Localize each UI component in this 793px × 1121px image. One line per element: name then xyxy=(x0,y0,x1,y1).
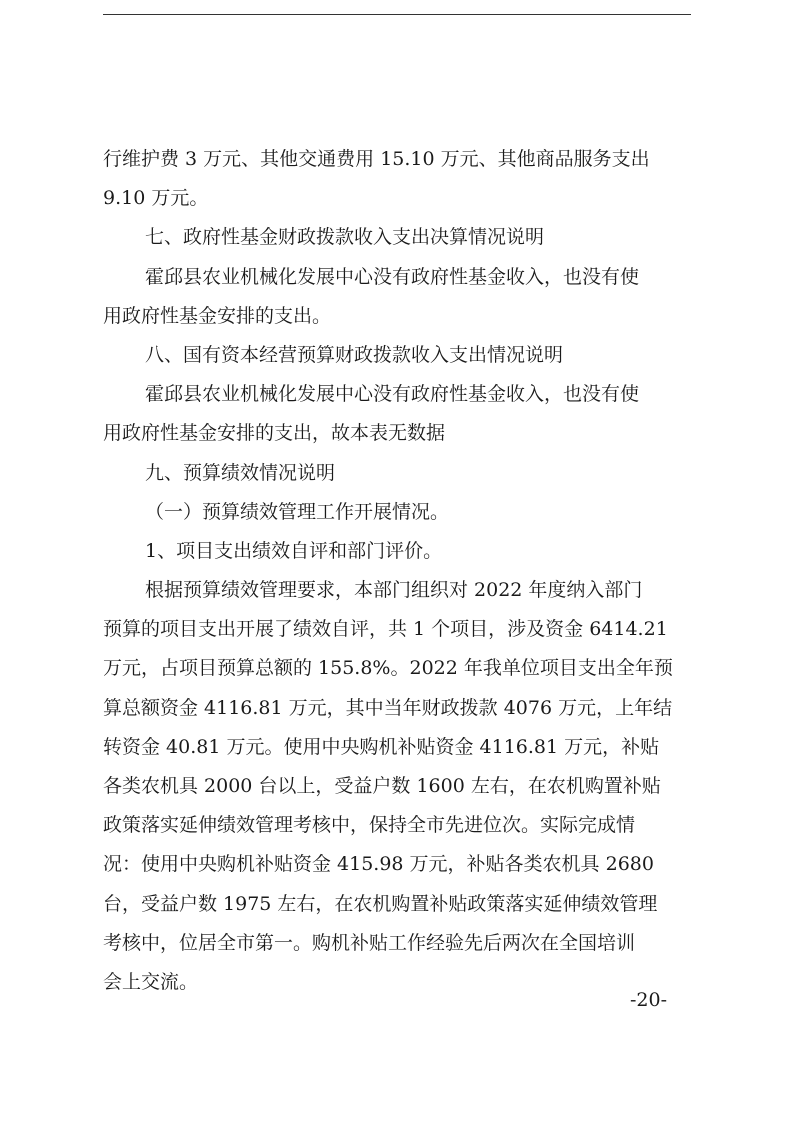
text-line: 9.10 万元。 xyxy=(103,187,209,210)
text-line: 算总额资金 4116.81 万元，其中当年财政拨款 4076 万元，上年结 xyxy=(103,696,673,719)
text-line: 预算的项目支出开展了绩效自评，共 1 个项目，涉及资金 6414.21 xyxy=(103,618,668,641)
document-body xyxy=(103,140,697,1002)
header-rule xyxy=(103,14,691,15)
text-line: 况：使用中央购机补贴资金 415.98 万元，补贴各类农机具 2680 xyxy=(103,853,654,876)
text-line: 用政府性基金安排的支出。 xyxy=(103,304,332,327)
text-line: （一）预算绩效管理工作开展情况。 xyxy=(145,500,450,523)
text-line: 台，受益户数 1975 左右，在农机购置补贴政策落实延伸绩效管理 xyxy=(103,892,658,915)
text-line: 九、预算绩效情况说明 xyxy=(145,461,336,484)
text-line: 会上交流。 xyxy=(103,970,199,993)
text-line: 政策落实延伸绩效管理考核中，保持全市先进位次。实际完成情 xyxy=(103,814,636,837)
page-number: -20- xyxy=(630,989,668,1011)
text-line: 霍邱县农业机械化发展中心没有政府性基金收入，也没有使 xyxy=(145,383,640,406)
text-line: 行维护费 3 万元、其他交通费用 15.10 万元、其他商品服务支出 xyxy=(103,148,650,170)
text-line: 各类农机具 2000 台以上，受益户数 1600 左右，在农机购置补贴 xyxy=(103,775,661,797)
text-line: 七、政府性基金财政拨款收入支出决算情况说明 xyxy=(145,226,545,249)
text-line: 霍邱县农业机械化发展中心没有政府性基金收入，也没有使 xyxy=(145,265,640,288)
text-line: 1、项目支出绩效自评和部门评价。 xyxy=(145,539,443,562)
text-line: 根据预算绩效管理要求，本部门组织对 2022 年度纳入部门 xyxy=(145,579,643,602)
text-line: 万元，占项目预算总额的 155.8%。2022 年我单位项目支出全年预 xyxy=(103,657,673,680)
text-line: 考核中，位居全市第一。购机补贴工作经验先后两次在全国培训 xyxy=(103,931,636,954)
text-line: 八、国有资本经营预算财政拨款收入支出情况说明 xyxy=(145,343,564,366)
text-line: 用政府性基金安排的支出，故本表无数据 xyxy=(103,422,446,445)
text-line: 转资金 40.81 万元。使用中央购机补贴资金 4116.81 万元，补贴 xyxy=(103,735,660,758)
